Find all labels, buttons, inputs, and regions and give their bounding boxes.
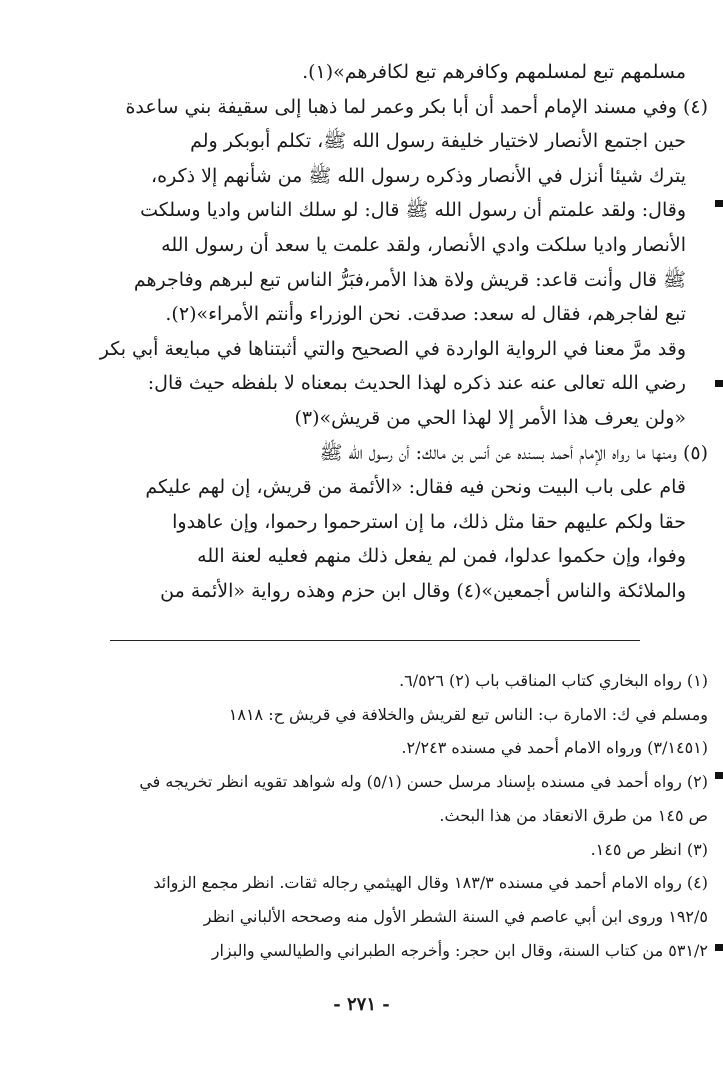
footnote-line: (٣) انظر ص ١٤٥. [590,839,708,859]
footnote-line: ومسلم في ك: الامارة ب: الناس تبع لقريش والخلافة في قريش ح: ١٨١٨ [228,704,708,724]
body-line: «ولن يعرف هذا الأمر إلا لهذا الحي من قريش»(٣) [294,406,686,429]
footnote-line: ٥٣١/٢ من كتاب السنة، وقال ابن حجر: وأخرجه الطبراني والطيالسي والبزار [211,940,708,960]
footnote-separator [110,640,640,641]
body-line: وقد مرَّ معنا في الرواية الواردة في الصحيح والتي أثبتناها في مبايعة أبي بكر [99,337,686,360]
body-line: (٤) وفي مسند الإمام أحمد أن أبا بكر وعمر لما ذهبا إلى سقيفة بني ساعدة [125,95,708,118]
body-line: قام على باب البيت ونحن فيه فقال: «الأئمة من قريش، إن لهم عليكم [145,476,686,499]
body-line: يترك شيئا أنزل في الأنصار وذكره رسول الله ﷺ من شأنهم إلا ذكره، [151,164,686,187]
body-line: وفوا، وإن حكموا عدلوا، فمن لم يفعل ذلك منهم فعليه لعنة الله [197,545,686,568]
margin-mark [715,380,723,387]
footnote-line: (٣/١٤٥١) ورواه الامام أحمد في مسنده ٢/٢٤٣. [401,738,708,758]
footnotes [96,664,708,967]
body-line: حقا ولكم عليهم حقا مثل ذلك، ما إن استرحموا رحموا، وإن عاهدوا [172,510,686,533]
footnote-line: ص ١٤٥ من طرق الانعقاد من هذا البحث. [439,805,708,825]
footnote-line: (٤) رواه الامام أحمد في مسنده ١٨٣/٣ وقال الهيثمي رجاله ثقات. انظر مجمع الزوائد [153,873,708,893]
page-number: - ٢٧١ - [333,994,390,1015]
body-line: (٥) ومنها ما رواه الإمام أحمد بسنده عن أنس بن مالك: أن رسول الله ﷺ [319,441,708,464]
body-line: الأنصار واديا سلكت وادي الأنصار، ولقد علمت يا سعد أن رسول الله [161,233,686,256]
body-line: رضي الله تعالى عنه عند ذكره لهذا الحديث بمعناه لا بلفظه حيث قال: [147,372,686,395]
footnote-line: ١٩٢/٥ وروى ابن أبي عاصم في السنة الشطر الأول منه وصححه الألباني انظر [203,906,708,926]
body-line: ﷺ قال وأنت قاعد: قريش ولاة هذا الأمر،فبَرُّ الناس تبع لبرهم وفاجرهم [133,268,686,291]
body-line: تبع لفاجرهم، فقال له سعد: صدقت. نحن الوزراء وأنتم الأمراء»(٢). [165,303,686,326]
margin-mark [715,772,723,779]
body-line: وقال: ولقد علمتم أن رسول الله ﷺ قال: لو سلك الناس واديا وسلكت [140,199,686,222]
main-text [96,55,708,609]
margin-mark [715,944,723,951]
body-line: والملائكة والناس أجمعين»(٤) وقال ابن حزم وهذه رواية «الأئمة من [160,579,686,602]
body-line: حين اجتمع الأنصار لاختيار خليفة رسول الله ﷺ، تكلم أبوبكر ولم [190,130,686,153]
body-line: مسلمهم تبع لمسلمهم وكافرهم تبع لكافرهم»(١). [302,61,686,83]
margin-mark [715,200,723,207]
footnote-line: (١) رواه البخاري كتاب المناقب باب (٢) ٦/٥٢٦. [399,671,708,690]
footnote-line: (٢) رواه أحمد في مسنده بإسناد مرسل حسن (٥/١) وله شواهد تقويه انظر تخريجه في [139,772,708,792]
